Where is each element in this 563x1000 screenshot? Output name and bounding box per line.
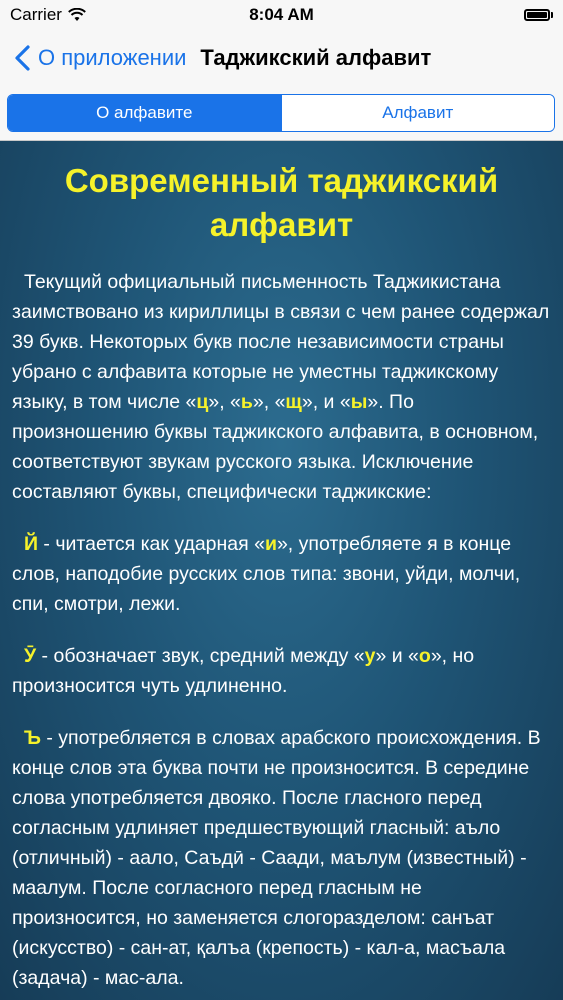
highlight-letter: у [364, 645, 376, 667]
navigation-bar [0, 30, 563, 86]
featured-letter: Ъ [24, 727, 41, 749]
carrier-label: Carrier [10, 5, 62, 24]
article-content[interactable] [0, 141, 563, 1000]
paragraph-letter-u: Ӯ - обозначает звук, средний между «у» и «о», но произносится чуть удлиненно. [12, 645, 475, 697]
segment-about-alphabet[interactable]: О алфавите [8, 95, 281, 131]
featured-letter: Й [24, 533, 39, 555]
status-bar [0, 0, 563, 30]
highlight-letter: ц [196, 391, 209, 413]
chevron-left-icon [12, 44, 34, 72]
back-button[interactable] [12, 44, 186, 72]
highlight-letter: щ [285, 391, 302, 413]
back-button-label: О приложении [38, 45, 187, 70]
segment-alphabet[interactable]: Алфавит [281, 95, 555, 131]
highlight-letter: ь [240, 391, 253, 413]
paragraph-intro: Текущий официальный письменность Таджикистана заимствовано из кириллицы в связи с чем ранее содержал 39 букв. Некоторых букв после независимости страны убрано с алфавита которые не уместны таджикскому языку, в том числе «ц», «ь», «щ», и «ы». По произношению буквы таджикского алфавита, в основном, соответствуют звукам русского языка. Исключение составляют буквы, специфически таджикские: [12, 271, 550, 503]
segment-bar [0, 86, 563, 141]
highlight-letter: о [418, 645, 431, 667]
clock: 8:04 AM [249, 5, 314, 24]
paragraph-letter-y: Й - читается как ударная «и», употребляете я в конце слов, наподобие русских слов типа: звони, уйди, молчи, спи, смотри, лежи. [12, 533, 521, 615]
battery-icon [524, 9, 553, 21]
featured-letter: Ӯ [24, 645, 37, 667]
article-heading: Современный таджикский алфавит [64, 162, 499, 243]
segmented-control [7, 94, 555, 132]
highlight-letter: и [264, 533, 277, 555]
wifi-icon [68, 8, 86, 22]
highlight-letter: ы [350, 391, 368, 413]
status-left [10, 5, 86, 25]
paragraph-hard-sign: Ъ - употребляется в словах арабского происхождения. В конце слов эта буква почти не произносится. В середине слова употребляется двояко. После гласного перед согласным удлиняет предшествующий гласный: аъло (отличный) - аало, Саъдӣ - Саади, маълум (известный) - маалум. После согласного перед гласным не произносится, но заменяется слогоразделом: санъат (искусство) - сан-ат, қалъа (крепость) - кал-а, масъала (задача) - мас-ала. [12, 727, 541, 989]
page-title: Таджикский алфавит [200, 45, 432, 70]
